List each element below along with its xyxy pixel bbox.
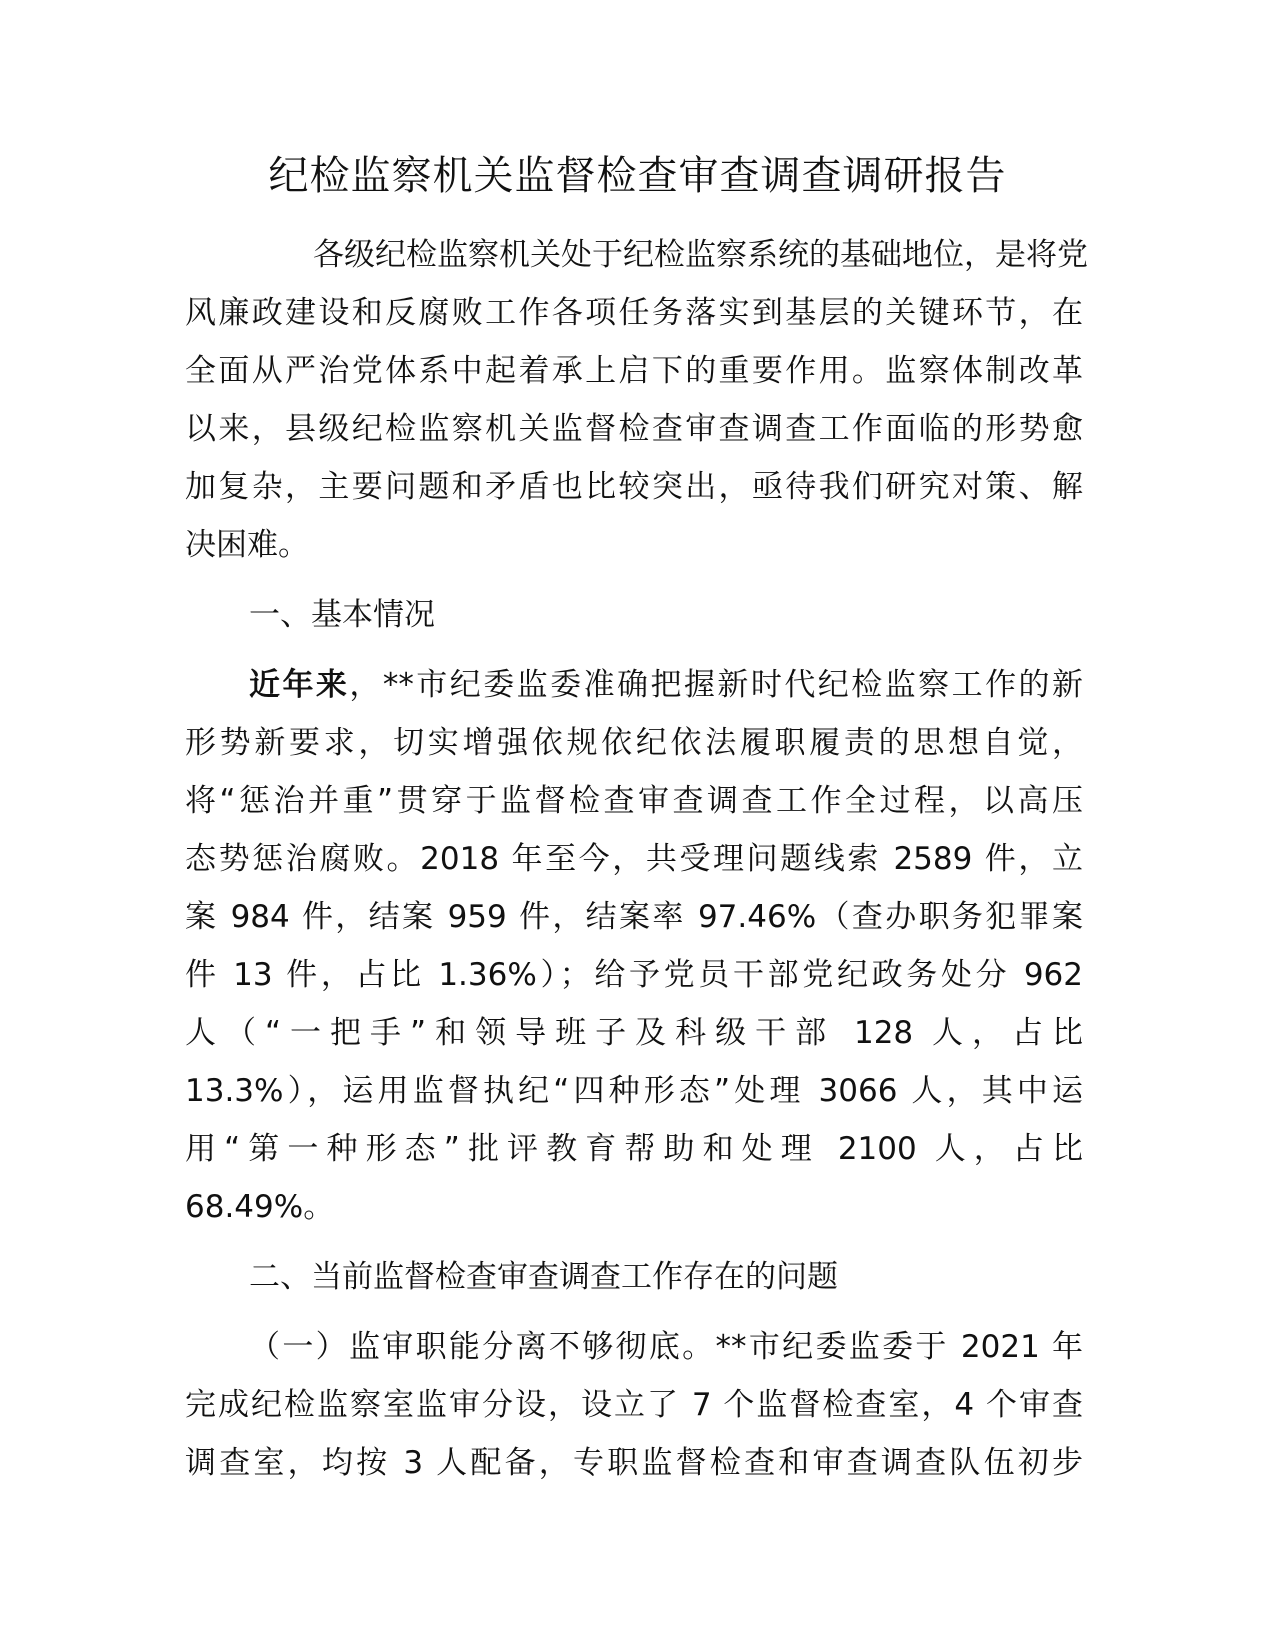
section1-line: 用“第一种形态”批评教育帮助和处理 2100 人，占比: [185, 1131, 1083, 1167]
section2-line: 完成纪检监察室监审分设，设立了 7 个监督检查室，4 个审查: [185, 1387, 1083, 1423]
intro-line: 加复杂，主要问题和矛盾也比较突出，亟待我们研究对策、解: [185, 469, 1083, 505]
section1-paragraph-continued: [185, 714, 1083, 1236]
document-body: [185, 226, 1088, 1492]
lead-phrase: 近年来: [249, 667, 350, 703]
section2-line: 调查室，均按 3 人配备，专职监督检查和审查调查队伍初步: [185, 1445, 1083, 1481]
section1-line: ，**市纪委监委准确把握新时代纪检监察工作的新: [349, 667, 1083, 703]
intro-line: 各级纪检监察机关处于纪检监察系统的基础地位，是将党: [313, 237, 1088, 273]
section1-line: 形势新要求，切实增强依规依纪依法履职履责的思想自觉，: [185, 725, 1083, 761]
intro-line: 风廉政建设和反腐败工作各项任务落实到基层的关键环节，在: [185, 295, 1083, 331]
document-title: 纪检监察机关监督检查审查调查调研报告: [268, 153, 1007, 199]
section1-line: 68.49%。: [185, 1189, 335, 1225]
section1-line: 将“惩治并重”贯穿于监督检查审查调查工作全过程，以高压: [185, 783, 1083, 819]
intro-paragraph-continued: [185, 284, 1083, 574]
section2-line: （一）监审职能分离不够彻底。**市纪委监委于 2021 年: [249, 1329, 1083, 1365]
intro-line: 以来，县级纪检监察机关监督检查审查调查工作面临的形势愈: [185, 411, 1083, 447]
section1-line-first: [185, 656, 1083, 714]
intro-line: 决困难。: [185, 527, 309, 563]
section-heading-basic-situation: 一、基本情况: [249, 597, 435, 633]
intro-paragraph: [185, 226, 1088, 284]
section1-paragraph: [185, 656, 1083, 714]
section2-paragraph-continued: [185, 1376, 1083, 1492]
section1-line: 态势惩治腐败。2018 年至今，共受理问题线索 2589 件，立: [185, 841, 1083, 877]
section2-paragraph: [185, 1318, 1083, 1376]
intro-line: 全面从严治党体系中起着承上启下的重要作用。监察体制改革: [185, 353, 1083, 389]
section-heading-current-problems: 二、当前监督检查审查调查工作存在的问题: [249, 1259, 838, 1295]
section1-line: 13.3%），运用监督执纪“四种形态”处理 3066 人，其中运: [185, 1073, 1083, 1109]
section1-line: 案 984 件，结案 959 件，结案率 97.46%（查办职务犯罪案: [185, 899, 1083, 935]
section1-line: 人（“一把手”和领导班子及科级干部 128 人，占比: [185, 1015, 1083, 1051]
section1-line: 件 13 件，占比 1.36%）；给予党员干部党纪政务处分 962: [185, 957, 1083, 993]
